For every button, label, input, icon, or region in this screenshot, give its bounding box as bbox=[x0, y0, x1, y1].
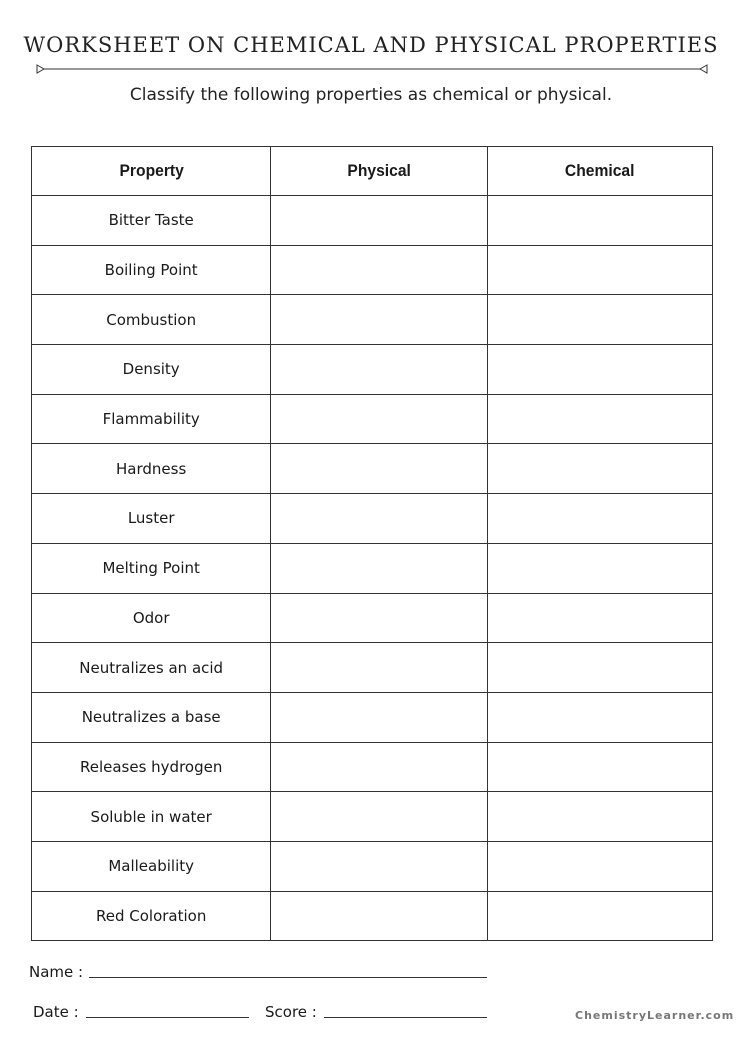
property-name: Odor bbox=[32, 593, 271, 643]
header-physical: Physical bbox=[279, 147, 478, 196]
physical-answer-cell[interactable] bbox=[271, 494, 487, 544]
physical-answer-cell[interactable] bbox=[271, 345, 487, 395]
table-header-row bbox=[32, 147, 713, 196]
chemical-answer-cell[interactable] bbox=[487, 245, 712, 295]
chemical-answer-cell[interactable] bbox=[487, 692, 712, 742]
property-name: Soluble in water bbox=[32, 792, 271, 842]
table-row bbox=[32, 543, 713, 593]
chemical-answer-cell[interactable] bbox=[487, 444, 712, 494]
physical-answer-cell[interactable] bbox=[271, 643, 487, 693]
property-name: Hardness bbox=[32, 444, 271, 494]
table-row bbox=[32, 643, 713, 693]
physical-answer-cell[interactable] bbox=[271, 394, 487, 444]
chemical-answer-cell[interactable] bbox=[487, 494, 712, 544]
physical-answer-cell[interactable] bbox=[271, 742, 487, 792]
property-name: Flammability bbox=[32, 394, 271, 444]
table-row bbox=[32, 792, 713, 842]
instructions: Classify the following properties as chemical or physical. bbox=[129, 85, 613, 105]
chemical-answer-cell[interactable] bbox=[487, 394, 712, 444]
property-name: Melting Point bbox=[32, 543, 271, 593]
chemical-answer-cell[interactable] bbox=[487, 891, 712, 941]
property-name: Neutralizes an acid bbox=[32, 643, 271, 693]
table-row bbox=[32, 196, 713, 246]
property-name: Neutralizes a base bbox=[32, 692, 271, 742]
table-row bbox=[32, 593, 713, 643]
property-name: Boiling Point bbox=[32, 245, 271, 295]
table-row bbox=[32, 245, 713, 295]
property-name: Bitter Taste bbox=[32, 196, 271, 246]
physical-answer-cell[interactable] bbox=[271, 841, 487, 891]
table-row bbox=[32, 841, 713, 891]
header-property: Property bbox=[41, 147, 261, 196]
properties-table bbox=[31, 146, 713, 941]
chemical-answer-cell[interactable] bbox=[487, 742, 712, 792]
physical-answer-cell[interactable] bbox=[271, 543, 487, 593]
chemical-answer-cell[interactable] bbox=[487, 792, 712, 842]
physical-answer-cell[interactable] bbox=[271, 692, 487, 742]
property-name: Malleability bbox=[32, 841, 271, 891]
chemical-answer-cell[interactable] bbox=[487, 196, 712, 246]
chemical-answer-cell[interactable] bbox=[487, 295, 712, 345]
physical-answer-cell[interactable] bbox=[271, 593, 487, 643]
worksheet-title: WORKSHEET ON CHEMICAL AND PHYSICAL PROPERTIES bbox=[23, 33, 719, 57]
table-row bbox=[32, 394, 713, 444]
table-row bbox=[32, 742, 713, 792]
table-row bbox=[32, 494, 713, 544]
physical-answer-cell[interactable] bbox=[271, 196, 487, 246]
property-name: Luster bbox=[32, 494, 271, 544]
score-field[interactable] bbox=[324, 1017, 487, 1018]
name-field[interactable] bbox=[89, 977, 487, 978]
name-label: Name : bbox=[29, 963, 84, 981]
property-name: Combustion bbox=[32, 295, 271, 345]
table-row bbox=[32, 692, 713, 742]
chemical-answer-cell[interactable] bbox=[487, 543, 712, 593]
table-row bbox=[32, 295, 713, 345]
table-row bbox=[32, 891, 713, 941]
physical-answer-cell[interactable] bbox=[271, 891, 487, 941]
property-name: Red Coloration bbox=[32, 891, 271, 941]
table-row bbox=[32, 444, 713, 494]
chemical-answer-cell[interactable] bbox=[487, 593, 712, 643]
property-name: Density bbox=[32, 345, 271, 395]
table-row bbox=[32, 345, 713, 395]
physical-answer-cell[interactable] bbox=[271, 295, 487, 345]
property-name: Releases hydrogen bbox=[32, 742, 271, 792]
title-divider bbox=[36, 63, 708, 75]
date-label: Date : bbox=[33, 1003, 79, 1021]
chemical-answer-cell[interactable] bbox=[487, 841, 712, 891]
physical-answer-cell[interactable] bbox=[271, 245, 487, 295]
chemical-answer-cell[interactable] bbox=[487, 643, 712, 693]
physical-answer-cell[interactable] bbox=[271, 444, 487, 494]
header-chemical: Chemical bbox=[496, 147, 703, 196]
chemical-answer-cell[interactable] bbox=[487, 345, 712, 395]
physical-answer-cell[interactable] bbox=[271, 792, 487, 842]
brand-watermark: ChemistryLearner.com bbox=[575, 1009, 735, 1022]
score-label: Score : bbox=[265, 1003, 317, 1021]
date-field[interactable] bbox=[86, 1017, 249, 1018]
